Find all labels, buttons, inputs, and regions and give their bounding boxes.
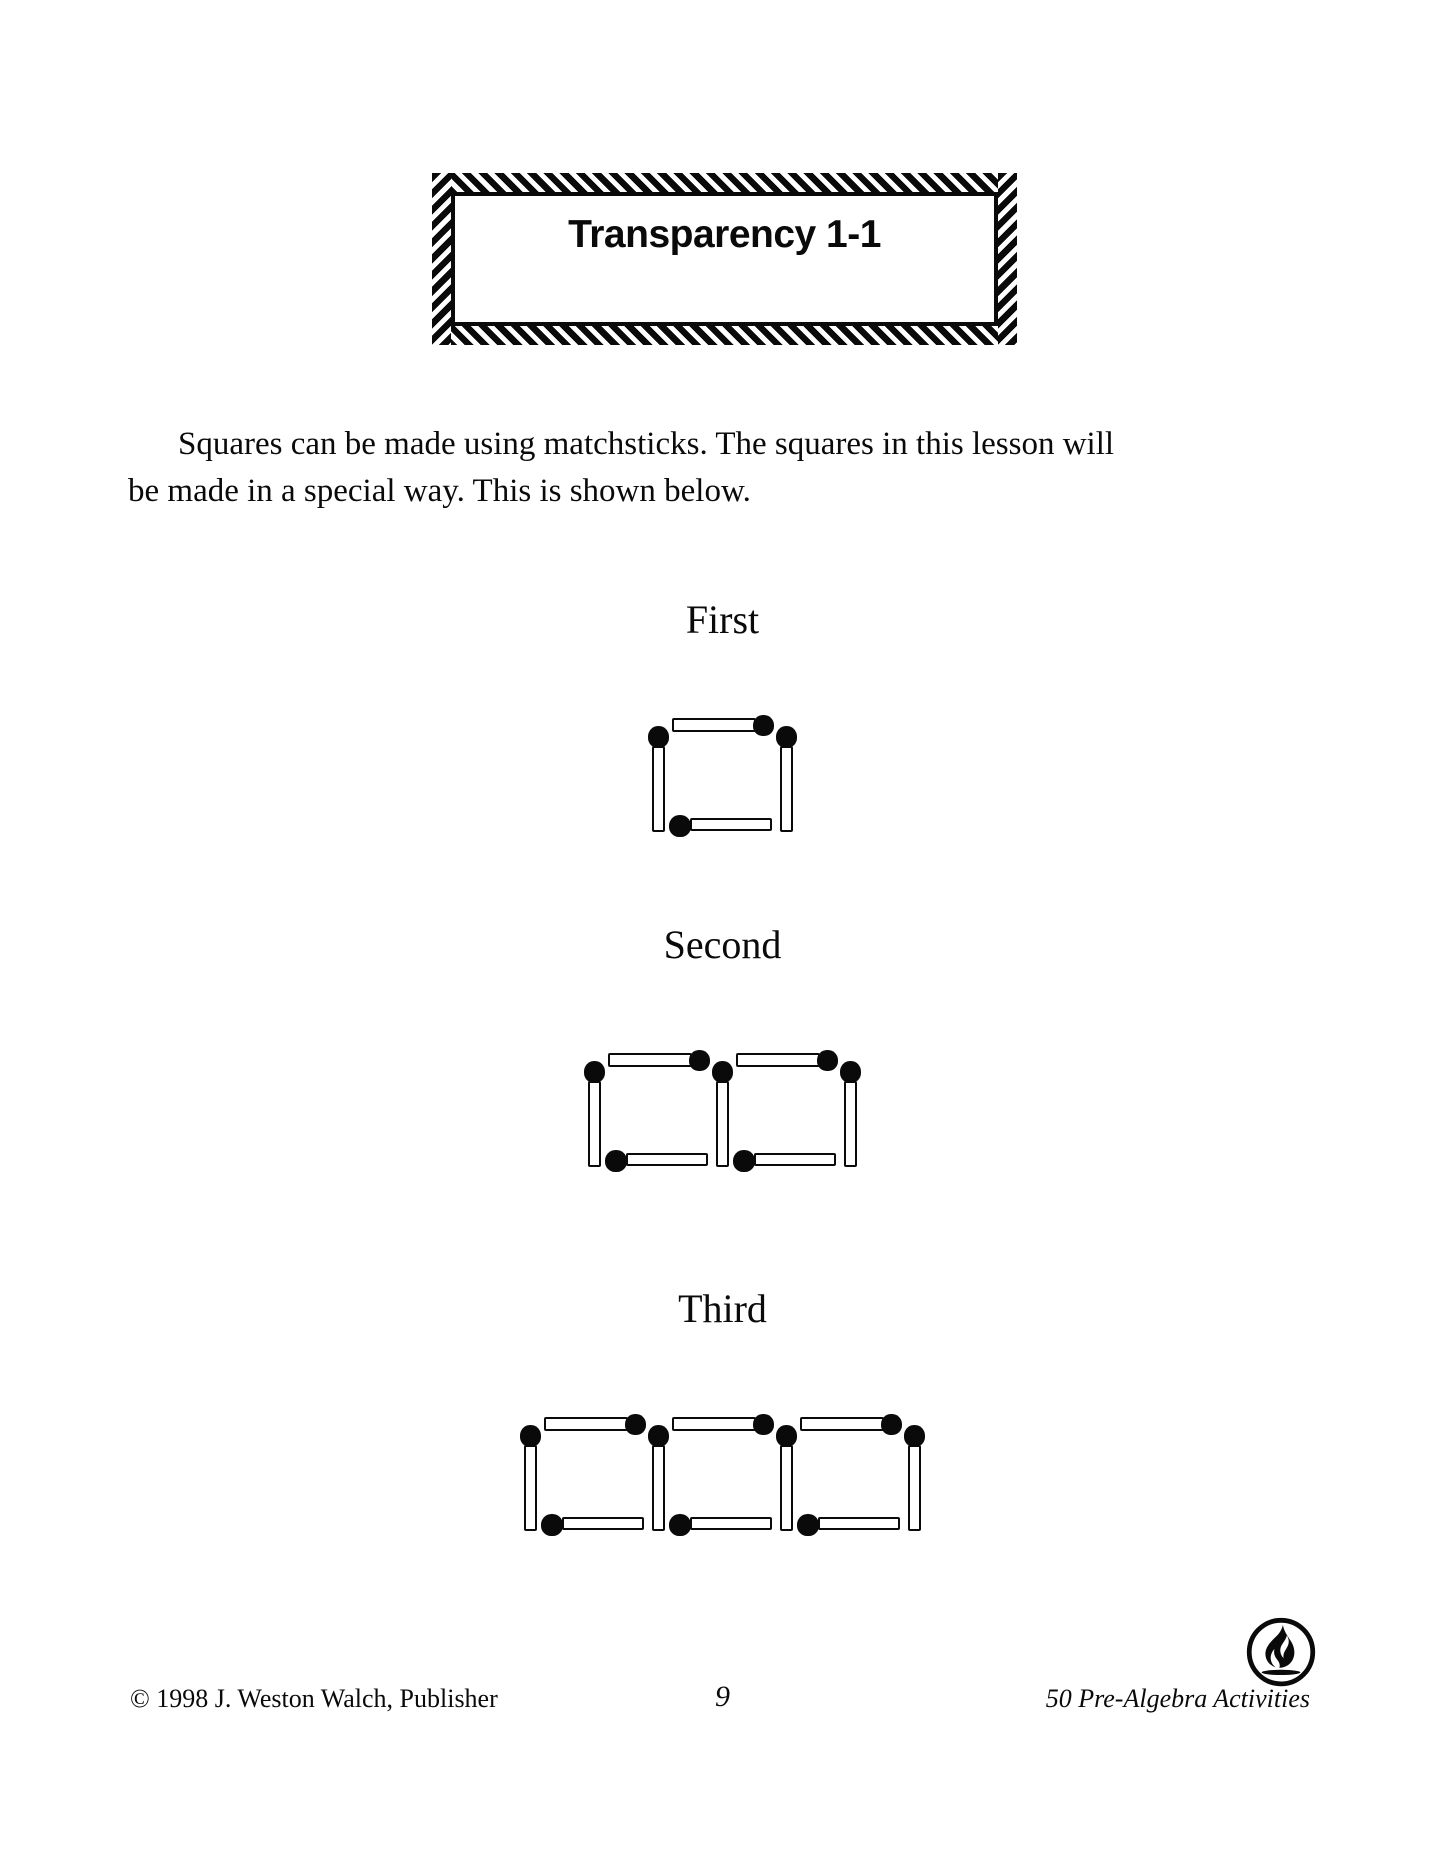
match-head-icon xyxy=(712,1061,733,1083)
match-head-icon xyxy=(689,1050,710,1071)
match-body xyxy=(780,1445,793,1531)
match-body xyxy=(652,1445,665,1531)
figure-row-second xyxy=(0,1049,1445,1175)
match-body xyxy=(716,1081,729,1167)
intro-paragraph: Squares can be made using matchsticks. The squares in this lesson will be made in a special way. This is shown below. xyxy=(128,426,1115,509)
match-head-icon xyxy=(797,1514,819,1536)
matchstick-figure-third xyxy=(520,1413,926,1539)
matchstick-figure-first xyxy=(648,714,798,840)
match-body xyxy=(652,746,665,832)
match-body xyxy=(690,818,772,831)
flame-logo-icon xyxy=(1244,1616,1318,1690)
match-head-icon xyxy=(541,1514,563,1536)
match-body xyxy=(780,746,793,832)
match-head-icon xyxy=(648,726,669,748)
footer-book-title: 50 Pre-Algebra Activities xyxy=(1045,1684,1310,1713)
match-head-icon xyxy=(625,1414,646,1435)
match-head-icon xyxy=(605,1150,627,1172)
match-body xyxy=(672,718,756,732)
figure-label-second: Second xyxy=(663,922,782,967)
match-body xyxy=(562,1517,644,1530)
figure-label-third: Third xyxy=(678,1286,767,1331)
match-body xyxy=(736,1053,820,1067)
match-body xyxy=(524,1445,537,1531)
match-body xyxy=(818,1517,900,1530)
match-body xyxy=(626,1153,708,1166)
figure-row-third xyxy=(0,1413,1445,1539)
match-head-icon xyxy=(840,1061,861,1083)
match-body xyxy=(908,1445,921,1531)
striped-border-top xyxy=(432,173,1017,192)
match-head-icon xyxy=(520,1425,541,1447)
striped-border-right xyxy=(998,173,1017,345)
match-body xyxy=(754,1153,836,1166)
match-head-icon xyxy=(753,1414,774,1435)
match-head-icon xyxy=(753,715,774,736)
matchstick-figure-second xyxy=(584,1049,862,1175)
footer-copyright: © 1998 J. Weston Walch, Publisher xyxy=(130,1684,498,1713)
page-title: Transparency 1-1 xyxy=(568,213,881,256)
match-body xyxy=(844,1081,857,1167)
striped-border-left xyxy=(432,173,451,345)
match-head-icon xyxy=(881,1414,902,1435)
transparency-title-box xyxy=(432,173,1017,345)
match-head-icon xyxy=(733,1150,755,1172)
match-body xyxy=(800,1417,884,1431)
match-body xyxy=(672,1417,756,1431)
match-head-icon xyxy=(776,726,797,748)
figure-row-first xyxy=(0,714,1445,840)
match-body xyxy=(588,1081,601,1167)
match-head-icon xyxy=(669,815,691,837)
figure-label-first: First xyxy=(685,597,760,642)
match-head-icon xyxy=(904,1425,925,1447)
match-head-icon xyxy=(776,1425,797,1447)
striped-border-bottom xyxy=(432,326,1017,345)
match-head-icon xyxy=(817,1050,838,1071)
match-body xyxy=(544,1417,628,1431)
match-head-icon xyxy=(669,1514,691,1536)
match-body xyxy=(690,1517,772,1530)
footer-page-number: 9 xyxy=(715,1680,730,1713)
match-head-icon xyxy=(584,1061,605,1083)
match-body xyxy=(608,1053,692,1067)
match-head-icon xyxy=(648,1425,669,1447)
title-box-inner xyxy=(451,192,998,326)
